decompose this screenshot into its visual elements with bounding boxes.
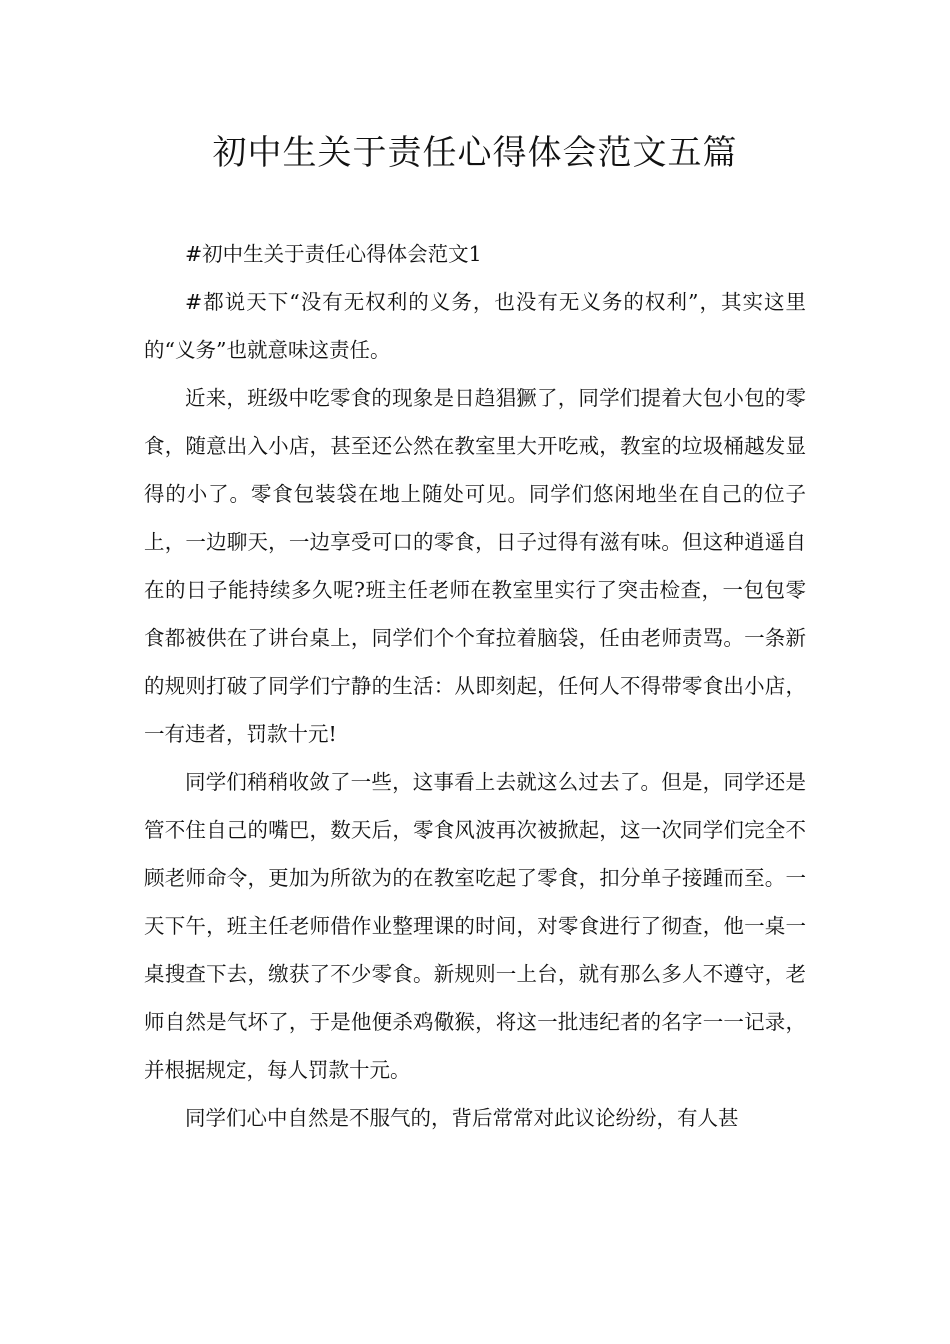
- body-paragraph: 同学们心中自然是不服气的，背后常常对此议论纷纷，有人甚: [185, 1106, 739, 1130]
- document-body: [144, 230, 806, 1142]
- document-title: 初中生关于责任心得体会范文五篇: [212, 133, 738, 173]
- heading-paragraph: #初中生关于责任心得体会范文1: [185, 242, 482, 266]
- body-paragraph: #都说天下“没有无权利的义务，也没有无义务的权利”，其实这里的“义务”也就意味这责任。: [144, 290, 806, 362]
- body-paragraph: 近来，班级中吃零食的现象是日趋猖獗了，同学们提着大包小包的零食，随意出入小店，甚至还公然在教室里大开吃戒，教室的垃圾桶越发显得的小了。零食包装袋在地上随处可见。同学们悠闲地坐在自己的位子上，一边聊天，一边享受可口的零食，日子过得有滋有味。但这种逍遥自在的日子能持续多久呢?班主任老师在教室里实行了突击检查，一包包零食都被供在了讲台桌上，同学们个个耷拉着脑袋，任由老师责骂。一条新的规则打破了同学们宁静的生活：从即刻起，任何人不得带零食出小店，一有违者，罚款十元!: [144, 386, 806, 746]
- body-paragraph: 同学们稍稍收敛了一些，这事看上去就这么过去了。但是，同学还是管不住自己的嘴巴，数天后，零食风波再次被掀起，这一次同学们完全不顾老师命令，更加为所欲为的在教室吃起了零食，扣分单子接踵而至。一天下午，班主任老师借作业整理课的时间，对零食进行了彻查，他一桌一桌搜查下去，缴获了不少零食。新规则一上台，就有那么多人不遵守，老师自然是气坏了，于是他便杀鸡儆猴，将这一批违纪者的名字一一记录，并根据规定，每人罚款十元。: [144, 770, 806, 1082]
